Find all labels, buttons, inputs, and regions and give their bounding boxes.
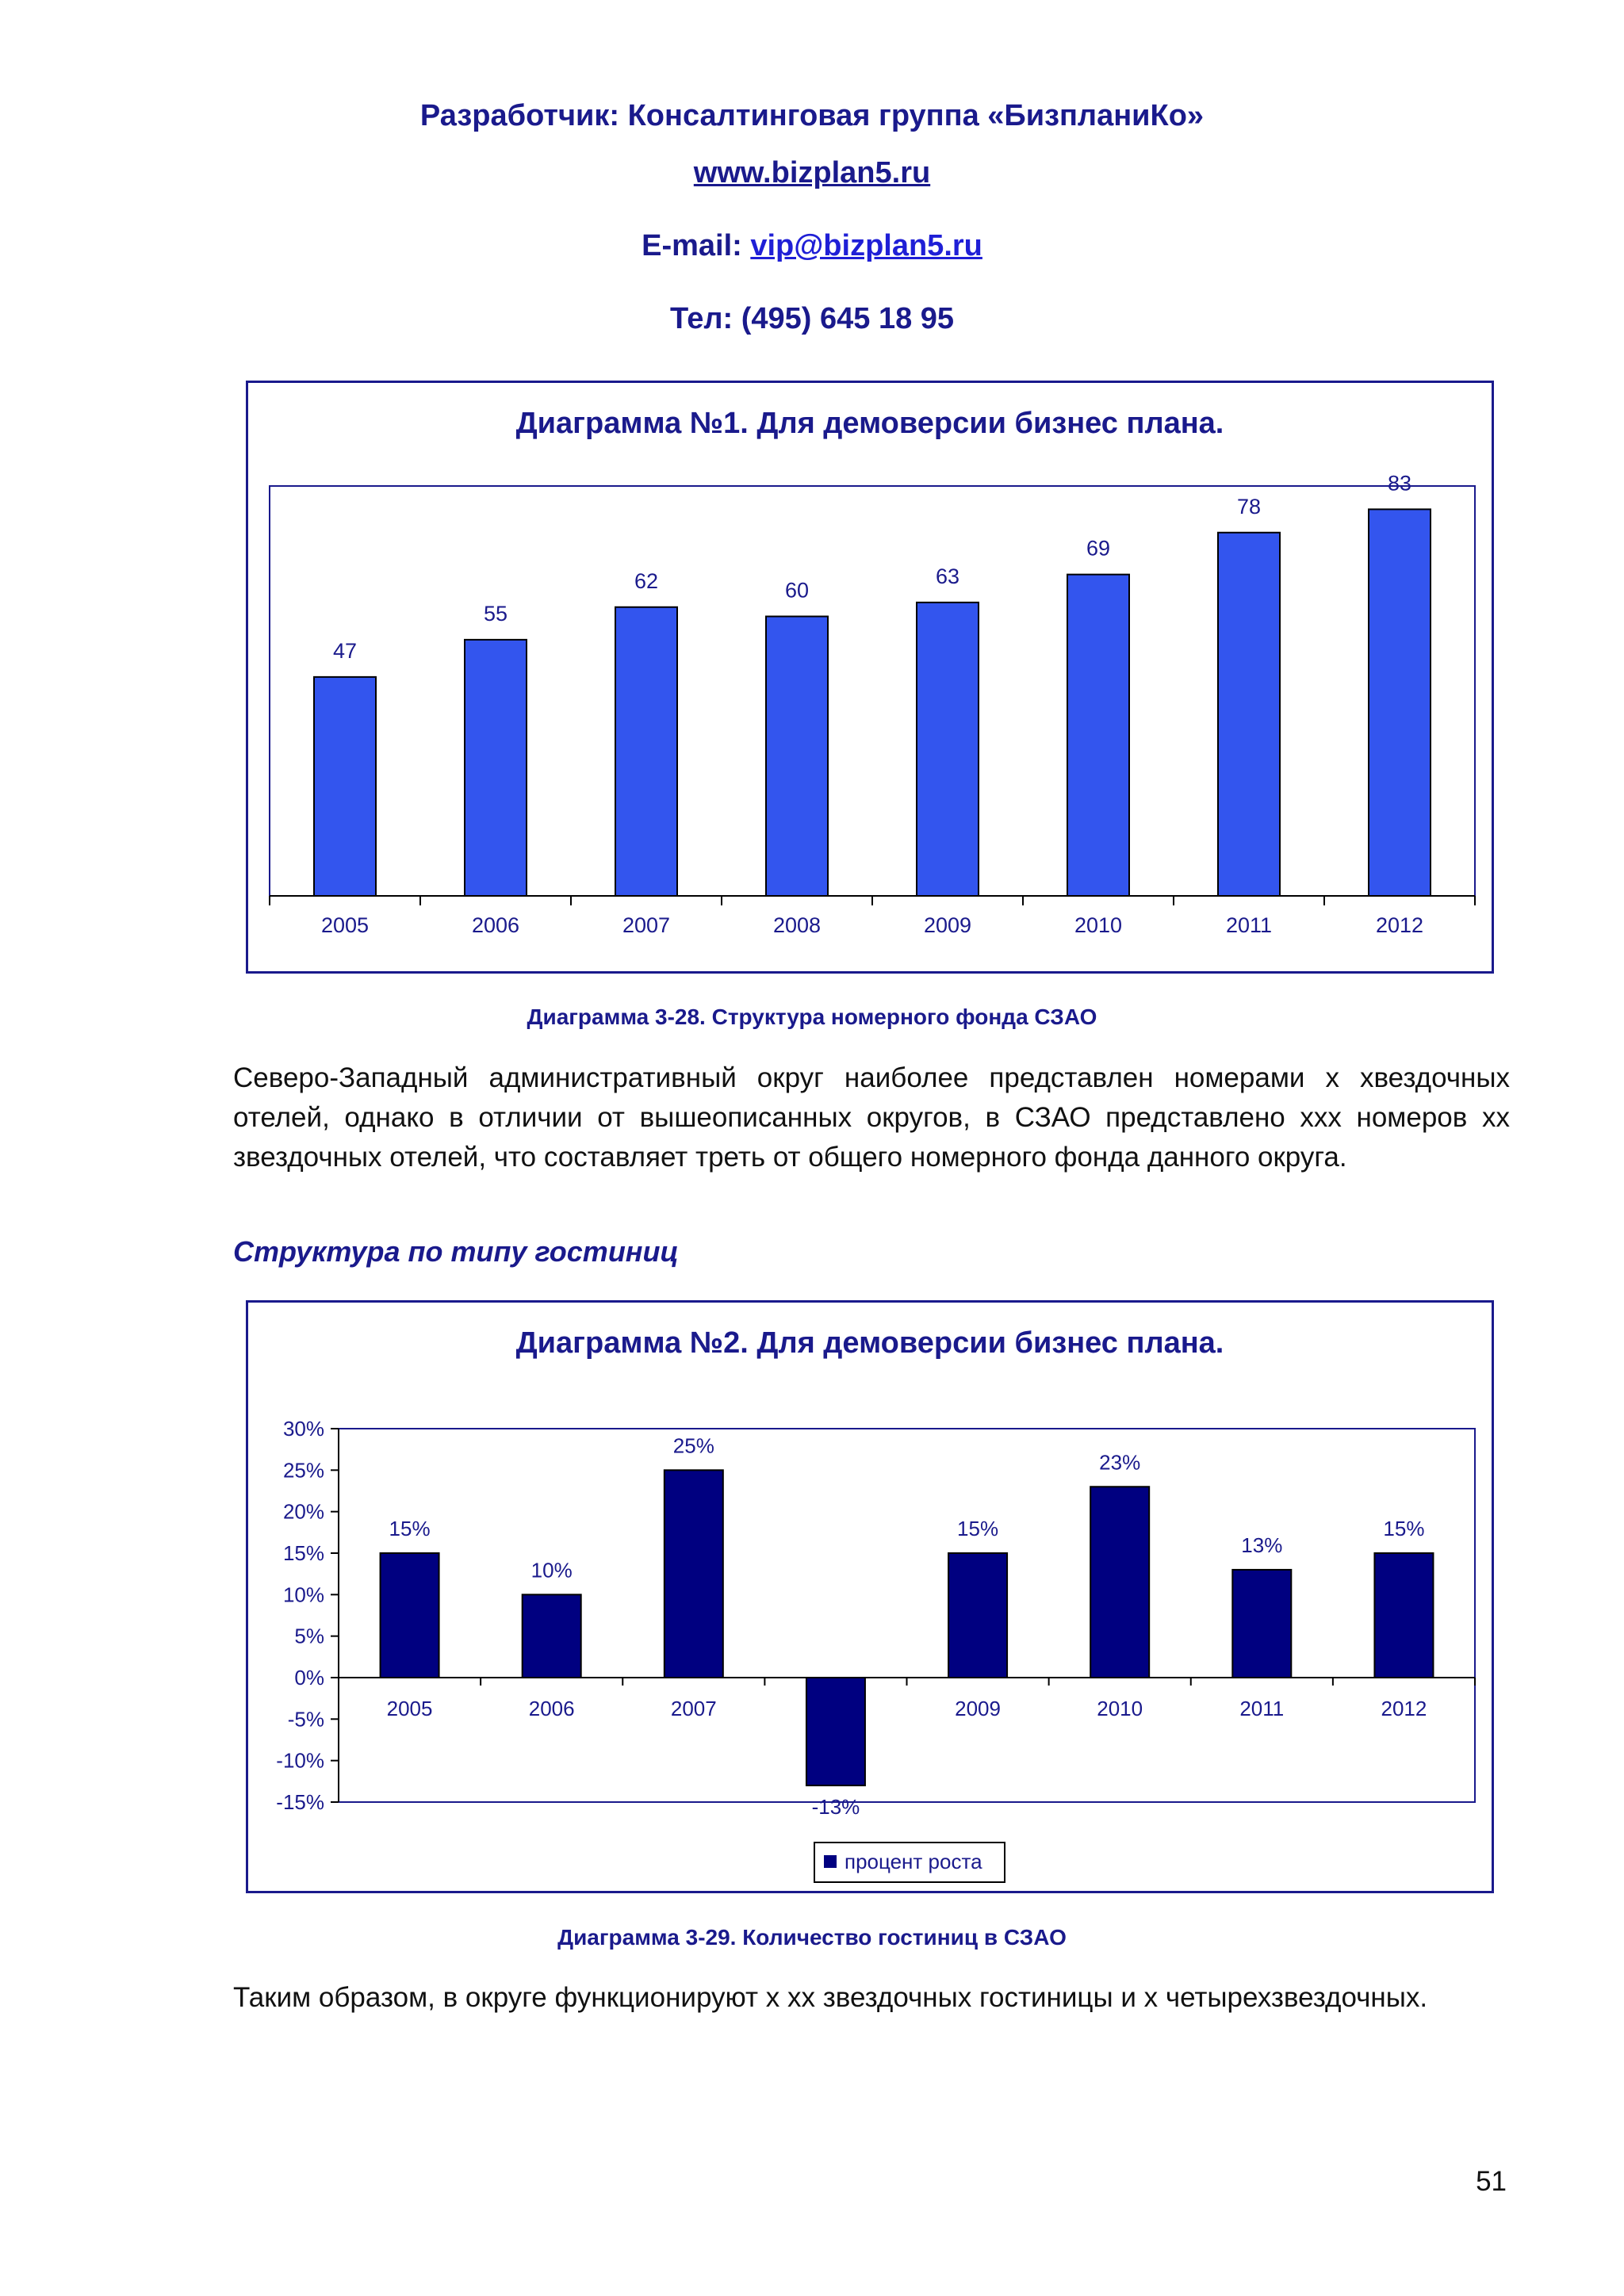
chart1-x-tick-label: 2012 xyxy=(1375,913,1424,937)
chart2-x-tick-label: 2009 xyxy=(955,1697,1001,1720)
chart2-caption: Диаграмма 3-29. Количество гостиниц в СЗАО xyxy=(557,1925,1067,1950)
chart2-y-tick-label: 25% xyxy=(282,1458,324,1483)
chart2-data-label: 15% xyxy=(1383,1517,1425,1540)
chart1-data-label: 83 xyxy=(1387,471,1412,496)
chart2-x-tick-label: 2012 xyxy=(1381,1697,1427,1720)
chart2-legend xyxy=(814,1843,1005,1882)
chart1-plot-area xyxy=(270,486,1475,896)
chart1-data-label: 62 xyxy=(634,568,659,593)
chart2-bar-2007 xyxy=(665,1470,723,1678)
chart2-y-tick-label: 30% xyxy=(282,1417,324,1441)
chart2-title: Диаграмма №2. Для демоверсии бизнес плана. xyxy=(515,1326,1224,1360)
chart2-x-tick-label: 2005 xyxy=(386,1697,433,1720)
chart2-y-tick-label: 0% xyxy=(294,1666,324,1689)
chart2-y-tick-label: 10% xyxy=(282,1582,324,1607)
chart1-title: Диаграмма №1. Для демоверсии бизнес плана. xyxy=(515,407,1224,440)
page-number: 51 xyxy=(1476,2166,1507,2197)
email-link[interactable]: vip@bizplan5.ru xyxy=(750,229,982,262)
chart2-y-tick-label: -5% xyxy=(287,1707,324,1732)
chart1-data-label: 78 xyxy=(1236,494,1262,519)
paragraph-2: Таким образом, в округе функционируют х хх звездочных гостиницы и х четырехзвездочных. xyxy=(233,1982,1428,2013)
chart1-data-label: 63 xyxy=(935,564,960,588)
chart2-bar-2006 xyxy=(523,1594,581,1678)
chart1-data-label: 47 xyxy=(332,638,358,663)
chart2-y-tick-label: 5% xyxy=(294,1624,324,1648)
section-subheading: Структура по типу гостиниц xyxy=(233,1235,679,1268)
developer-line: Разработчик: Консалтинговая группа «БизпланиКо» xyxy=(419,99,1205,132)
chart2-x-tick-label: 2011 xyxy=(1239,1697,1285,1720)
chart1-bar-2009 xyxy=(917,603,979,896)
chart1-caption: Диаграмма 3-28. Структура номерного фонда СЗАО xyxy=(527,1004,1097,1029)
website-line xyxy=(0,154,1624,192)
chart2-y-tick-label: 20% xyxy=(282,1499,324,1524)
chart1-frame xyxy=(246,381,1494,974)
chart2-x-tick-label: 2007 xyxy=(670,1697,717,1720)
chart2-data-label: 15% xyxy=(389,1517,431,1540)
chart2-data-label: 10% xyxy=(530,1558,573,1582)
chart2-x-tick-label: 2006 xyxy=(528,1697,575,1720)
chart2-plot-area xyxy=(339,1429,1475,1802)
chart1-data-label: 55 xyxy=(483,601,508,626)
chart1-data-label: 60 xyxy=(784,578,810,603)
chart1-bar-2005 xyxy=(314,677,376,896)
chart2-legend-label: процент роста xyxy=(845,1850,982,1873)
chart2-x-tick-label: 2010 xyxy=(1097,1697,1143,1720)
chart2-data-label: -13% xyxy=(811,1795,860,1820)
chart2-data-label: 13% xyxy=(1241,1533,1283,1557)
chart1-x-tick-label: 2007 xyxy=(622,913,671,937)
chart2-data-label: 15% xyxy=(957,1517,999,1540)
chart2-bar-2005 xyxy=(381,1553,439,1678)
chart1-x-tick-label: 2009 xyxy=(923,913,972,937)
chart1-x-tick-label: 2010 xyxy=(1074,913,1123,937)
paragraph-1: Северо-Западный административный округ наиболее представлен номерами х хвездочных отелей, однако в отличии от вышеописанных округов, в СЗАО представлено ххх номеров хх звездочных отелей, что составляет треть от общего номерного фонда данного округа. xyxy=(233,1062,1510,1173)
chart1-x-tick-label: 2005 xyxy=(320,913,370,937)
chart1-bar-2012 xyxy=(1369,509,1431,896)
chart1-data-label: 69 xyxy=(1086,536,1111,561)
chart2-bar-2008 xyxy=(806,1678,865,1785)
chart2-bar-2011 xyxy=(1232,1570,1291,1678)
website-link[interactable]: www.bizplan5.ru xyxy=(693,156,931,189)
chart2-data-label: 23% xyxy=(1099,1450,1141,1475)
phone-line: Тел: (495) 645 18 95 xyxy=(669,302,955,335)
chart2-bar-2012 xyxy=(1374,1553,1433,1678)
chart2-bar-2010 xyxy=(1090,1487,1149,1678)
chart1-bar-2006 xyxy=(465,640,527,896)
chart2-frame xyxy=(246,1300,1494,1893)
chart1-bar-2010 xyxy=(1067,575,1129,896)
chart1-x-tick-label: 2006 xyxy=(471,913,520,937)
chart2-plot xyxy=(248,1303,1492,1891)
chart1-bar-2007 xyxy=(615,607,677,896)
chart1-x-tick-label: 2011 xyxy=(1225,913,1273,937)
chart1-x-tick-label: 2008 xyxy=(772,913,822,937)
chart1-plot xyxy=(248,383,1492,971)
chart2-y-tick-label: -10% xyxy=(276,1748,324,1773)
chart1-bar-2008 xyxy=(766,617,828,897)
chart2-y-tick-label: -15% xyxy=(276,1790,324,1814)
chart2-data-label: 25% xyxy=(672,1433,714,1458)
chart2-legend-swatch xyxy=(824,1855,837,1868)
chart1-bar-2011 xyxy=(1218,533,1280,896)
email-line xyxy=(0,227,1624,265)
chart2-bar-2009 xyxy=(948,1553,1007,1678)
chart2-y-tick-label: 15% xyxy=(282,1541,324,1565)
email-label: E-mail: xyxy=(642,229,751,262)
